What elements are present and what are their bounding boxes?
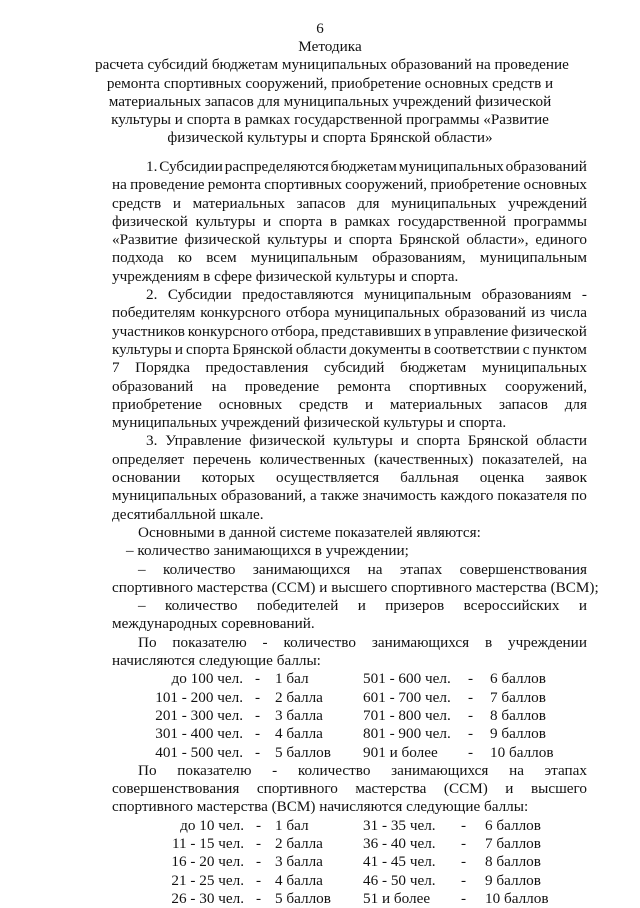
score-row [112, 670, 587, 688]
justified-line [112, 341, 587, 359]
indicator-1: – количество занимающихся в учреждении; [126, 542, 409, 560]
heading-line: материальных запасов для муниципальных учреждений физической [108, 92, 552, 110]
score-cell-d2: - [468, 688, 474, 706]
word: основных [523, 176, 587, 194]
word: Субсидии [167, 286, 232, 304]
score-cell-r2: 601 - 700 чел. [363, 688, 451, 706]
word: - [581, 286, 587, 304]
word: проведение [130, 176, 205, 194]
word: По [138, 761, 157, 779]
score-row [112, 744, 587, 762]
word: и [400, 432, 409, 450]
word: осуществляется [276, 469, 380, 487]
justified-line [112, 359, 587, 377]
word: муниципальным [250, 249, 358, 267]
score-cell-r1: до 10 чел. [180, 816, 244, 834]
word: – [138, 560, 146, 578]
heading-line: физической культуры и спорта Брянской области» [167, 129, 493, 147]
word: субсидий [323, 359, 385, 377]
word: показателю [177, 761, 252, 779]
word: занимающихся [252, 560, 351, 578]
word: показателя [497, 487, 568, 505]
word: на [211, 377, 227, 395]
score-cell-r2: 901 и более [363, 743, 438, 761]
indicator-2-cont: спортивного мастерства (ССМ) и высшего спортивного мастерства (ВСМ); [112, 578, 599, 596]
word: бюджетам [400, 359, 467, 377]
word: соответствии [433, 340, 520, 358]
justified-line [112, 487, 587, 505]
score-cell-p2: 9 баллов [485, 871, 541, 889]
score-cell-p1: 1 бал [275, 670, 309, 688]
justified-line [112, 176, 587, 194]
word: основных [218, 395, 283, 413]
justified-line [112, 396, 587, 414]
justified-line [112, 432, 587, 450]
word: культуры [267, 231, 328, 249]
word: в [329, 212, 338, 230]
score-cell-d1: - [256, 834, 262, 852]
score-cell-d2: - [468, 725, 474, 743]
word: на [112, 176, 127, 194]
word: – [138, 597, 146, 615]
score-cell-r1: 301 - 400 чел. [155, 725, 243, 743]
score-cell-d2: - [468, 670, 474, 688]
word: Порядка [135, 359, 190, 377]
word: количественных [259, 450, 366, 468]
scale-1-table [112, 670, 587, 761]
word: предоставления [205, 359, 309, 377]
word: и [174, 340, 183, 358]
word: занимающихся [391, 761, 489, 779]
word: количество [283, 633, 356, 651]
word: средств [112, 194, 162, 212]
word: документы [349, 340, 421, 358]
word: на [367, 560, 383, 578]
score-row [112, 872, 587, 890]
word: муниципальных [334, 304, 440, 322]
word: области [295, 340, 347, 358]
score-cell-p2: 10 баллов [490, 743, 554, 761]
word: физической [249, 432, 326, 450]
word: мастерства [355, 780, 427, 798]
word: материальных [389, 395, 483, 413]
word: «Развитие [112, 231, 178, 249]
word: спортивного [256, 780, 338, 798]
word: определяет [112, 450, 185, 468]
word: каждого [440, 487, 494, 505]
word: муниципальным [479, 249, 587, 267]
word: 3. [146, 432, 158, 450]
word: перечень [192, 450, 252, 468]
score-cell-p1: 4 балла [275, 871, 323, 889]
word: (качественных) [373, 450, 474, 468]
word: из [530, 304, 546, 322]
word: и [505, 780, 514, 798]
word: распределяются [224, 158, 329, 175]
justified-line [112, 231, 587, 249]
word: в [423, 340, 431, 358]
word: образований [444, 304, 526, 322]
paragraph-last-line: муниципальных учреждений физической культуры и спорта. [112, 414, 507, 432]
scale-2-table [112, 817, 587, 908]
word: совершенствования [459, 560, 587, 578]
word: ремонта [337, 377, 391, 395]
word: образований [505, 158, 587, 175]
word: а [310, 487, 317, 505]
word: предоставляются [242, 286, 354, 304]
word: подхода [112, 249, 164, 267]
word: учреждений [508, 194, 587, 212]
word: совершенствования [112, 780, 240, 798]
score-cell-p2: 7 баллов [490, 688, 546, 706]
word: физической [184, 231, 261, 249]
word: 1. [146, 158, 158, 175]
word: показателю [172, 633, 247, 651]
word: победителей [256, 597, 339, 615]
score-cell-p2: 6 баллов [485, 816, 541, 834]
word: показателей, [481, 450, 564, 468]
heading-line: расчета субсидий бюджетам муниципальных образований на проведение [95, 56, 569, 74]
word: конкурсного [200, 304, 281, 322]
word: средств [299, 395, 349, 413]
word: рамках [344, 212, 391, 230]
word: ремонта [207, 176, 261, 194]
word: участников [112, 322, 185, 340]
score-cell-r1: 21 - 25 чел. [171, 871, 244, 889]
justified-line [112, 158, 587, 176]
word: образованиям, [372, 249, 466, 267]
justified-line [112, 469, 587, 487]
score-row [112, 689, 587, 707]
score-cell-r1: 16 - 20 чел. [171, 853, 244, 871]
score-cell-d2: - [461, 871, 467, 889]
word: в [485, 633, 493, 651]
word: образований [112, 377, 194, 395]
score-cell-r1: 101 - 200 чел. [155, 688, 243, 706]
word: - [262, 633, 268, 651]
word: культуры [112, 340, 172, 358]
word: количество [164, 597, 238, 615]
word: числа [550, 304, 587, 322]
score-cell-d2: - [468, 706, 474, 724]
score-row [112, 853, 587, 871]
word: образований, [221, 487, 307, 505]
score-cell-r1: 11 - 15 чел. [171, 834, 244, 852]
word: пунктом [532, 340, 587, 358]
word: запасов [296, 194, 346, 212]
word: (ССМ) [443, 780, 488, 798]
score-cell-d2: - [461, 889, 467, 907]
score-cell-d2: - [461, 834, 467, 852]
paragraph-2 [112, 286, 587, 432]
word: управление [433, 322, 509, 340]
score-row [112, 707, 587, 725]
word: муниципальных [398, 158, 504, 175]
word: и [364, 395, 374, 413]
score-cell-p1: 2 балла [275, 688, 323, 706]
score-row [112, 817, 587, 835]
score-cell-d2: - [461, 816, 467, 834]
word: спортивных [409, 377, 487, 395]
indicator-3-cont: международных соревнований. [112, 615, 315, 633]
word: муниципальных [481, 359, 587, 377]
word: отбора, [270, 322, 319, 340]
word: основании [112, 469, 181, 487]
score-cell-r2: 31 - 35 чел. [363, 816, 436, 834]
word: по [571, 487, 587, 505]
word: образованиям [481, 286, 572, 304]
paragraph-last-line: учреждениям в сфере физической культуры и спорта. [112, 267, 459, 285]
scale-1-intro-cont: начисляются следующие баллы: [112, 652, 321, 670]
word: и [357, 597, 366, 615]
word: Брянской [467, 432, 529, 450]
score-cell-p2: 8 баллов [490, 706, 546, 724]
heading-title: Методика [298, 38, 362, 55]
word: муниципальных [112, 487, 218, 505]
word: с [522, 340, 530, 358]
score-cell-r2: 801 - 900 чел. [363, 725, 451, 743]
word: учреждении [508, 633, 587, 651]
word: занимающихся [371, 633, 470, 651]
score-cell-r2: 701 - 800 чел. [363, 706, 451, 724]
score-cell-d1: - [255, 670, 261, 688]
word: на [572, 450, 587, 468]
score-cell-r2: 46 - 50 чел. [363, 871, 436, 889]
word: бюджетам [330, 158, 397, 175]
word: муниципальных [391, 194, 497, 212]
indicator-3 [112, 597, 587, 615]
word: области [536, 432, 587, 450]
score-cell-r1: 26 - 30 чел. [171, 889, 244, 907]
score-cell-d1: - [255, 725, 261, 743]
justified-line [112, 378, 587, 396]
heading-line: культуры и спорта в рамках государственной программы «Развитие [111, 111, 549, 129]
score-cell-p1: 1 бал [275, 816, 309, 834]
document-body [112, 158, 599, 908]
word: конкурсного [187, 322, 269, 340]
word: физической [510, 322, 587, 340]
word: балльная [400, 469, 459, 487]
score-cell-p2: 9 баллов [490, 725, 546, 743]
word: По [138, 633, 157, 651]
justified-line [112, 286, 587, 304]
word: спорта [348, 231, 393, 249]
word: и [172, 194, 181, 212]
scale-1-intro [112, 634, 587, 652]
score-cell-r2: 36 - 40 чел. [363, 834, 436, 852]
score-cell-p1: 3 балла [275, 853, 323, 871]
word: призеров [385, 597, 445, 615]
score-cell-d1: - [256, 889, 262, 907]
score-cell-d1: - [255, 706, 261, 724]
score-cell-d2: - [468, 743, 474, 761]
score-cell-r2: 501 - 600 чел. [363, 670, 451, 688]
word: спортивных [264, 176, 342, 194]
word: 7 [112, 359, 120, 377]
word: представивших [321, 322, 422, 340]
word: проведение [244, 377, 320, 395]
score-cell-d2: - [461, 853, 467, 871]
paragraph-last-line: десятибалльной шкале. [112, 505, 264, 523]
word: значимость [362, 487, 437, 505]
word: культуры [195, 212, 256, 230]
word: заявок [545, 469, 587, 487]
document-heading [95, 38, 569, 148]
word: области», [466, 231, 529, 249]
word: победителям [112, 304, 196, 322]
scale-2-intro [112, 762, 587, 780]
score-cell-p1: 3 балла [275, 706, 323, 724]
score-cell-d1: - [256, 871, 262, 889]
score-cell-p1: 4 балла [275, 725, 323, 743]
justified-line [112, 323, 587, 341]
word: единого [535, 231, 587, 249]
scale-2-intro-cont [112, 780, 587, 798]
score-row [112, 835, 587, 853]
score-cell-p2: 10 баллов [485, 889, 549, 907]
word: физической [112, 212, 188, 230]
score-cell-p2: 8 баллов [485, 853, 541, 871]
word: и [263, 212, 272, 230]
word: Брянской [232, 340, 293, 358]
word: отбора [285, 304, 330, 322]
score-cell-r1: до 100 чел. [171, 670, 243, 688]
word: на [509, 761, 524, 779]
word: оценка [479, 469, 525, 487]
score-row [112, 890, 587, 908]
justified-line [112, 195, 587, 213]
heading-line: ремонта спортивных сооружений, приобретение основных средств и [106, 74, 554, 92]
word: всем [206, 249, 237, 267]
score-cell-d1: - [256, 816, 262, 834]
word: 2. [146, 286, 158, 304]
word: для [357, 194, 380, 212]
word: муниципальным [364, 286, 472, 304]
justified-line [112, 451, 587, 469]
word: сооружений, [505, 377, 587, 395]
score-cell-r2: 41 - 45 чел. [363, 853, 436, 871]
score-row [112, 725, 587, 743]
score-cell-d1: - [255, 743, 261, 761]
page-number: 6 [316, 21, 324, 37]
score-cell-r1: 201 - 300 чел. [155, 706, 243, 724]
word: количество [297, 761, 371, 779]
score-cell-p2: 7 баллов [485, 834, 541, 852]
score-cell-d1: - [255, 688, 261, 706]
word: и [333, 231, 343, 249]
word: - [272, 761, 278, 779]
word: культуры [332, 432, 393, 450]
word: ко [177, 249, 193, 267]
word: Субсидии [159, 158, 223, 175]
word: спорта [416, 432, 461, 450]
word: спорта [278, 212, 323, 230]
word: и [578, 597, 587, 615]
score-cell-p1: 5 баллов [275, 743, 331, 761]
word: количество [163, 560, 236, 578]
word: этапах [544, 761, 587, 779]
word: сооружений, [345, 176, 428, 194]
word: запасов [498, 395, 548, 413]
word: всероссийских [463, 597, 560, 615]
score-cell-p1: 2 балла [275, 834, 323, 852]
score-cell-p2: 6 баллов [490, 670, 546, 688]
word: спорта [185, 340, 230, 358]
score-cell-p1: 5 баллов [275, 889, 331, 907]
indicator-2 [112, 561, 587, 579]
indicators-intro: Основными в данной системе показателей являются: [138, 523, 481, 541]
word: Брянской [399, 231, 460, 249]
justified-line [112, 249, 587, 267]
word: программы [513, 212, 587, 230]
score-cell-d1: - [256, 853, 262, 871]
word: приобретение [430, 176, 521, 194]
score-cell-r2: 51 и более [363, 889, 431, 907]
scale-2-intro-cont: спортивного мастерства (ВСМ) начисляются следующие баллы: [112, 798, 529, 816]
word: высшего [530, 780, 587, 798]
word: государственной [397, 212, 506, 230]
justified-line [112, 213, 587, 231]
word: для [564, 395, 587, 413]
word: также [320, 487, 359, 505]
word: этапах [399, 560, 443, 578]
word: материальных [192, 194, 285, 212]
word: Управление [165, 432, 242, 450]
word: которых [201, 469, 255, 487]
paragraph-3 [112, 432, 587, 523]
word: приобретение [112, 395, 202, 413]
score-cell-r1: 401 - 500 чел. [155, 743, 243, 761]
word: в [424, 322, 432, 340]
justified-line [112, 304, 587, 322]
paragraph-1 [112, 158, 587, 286]
